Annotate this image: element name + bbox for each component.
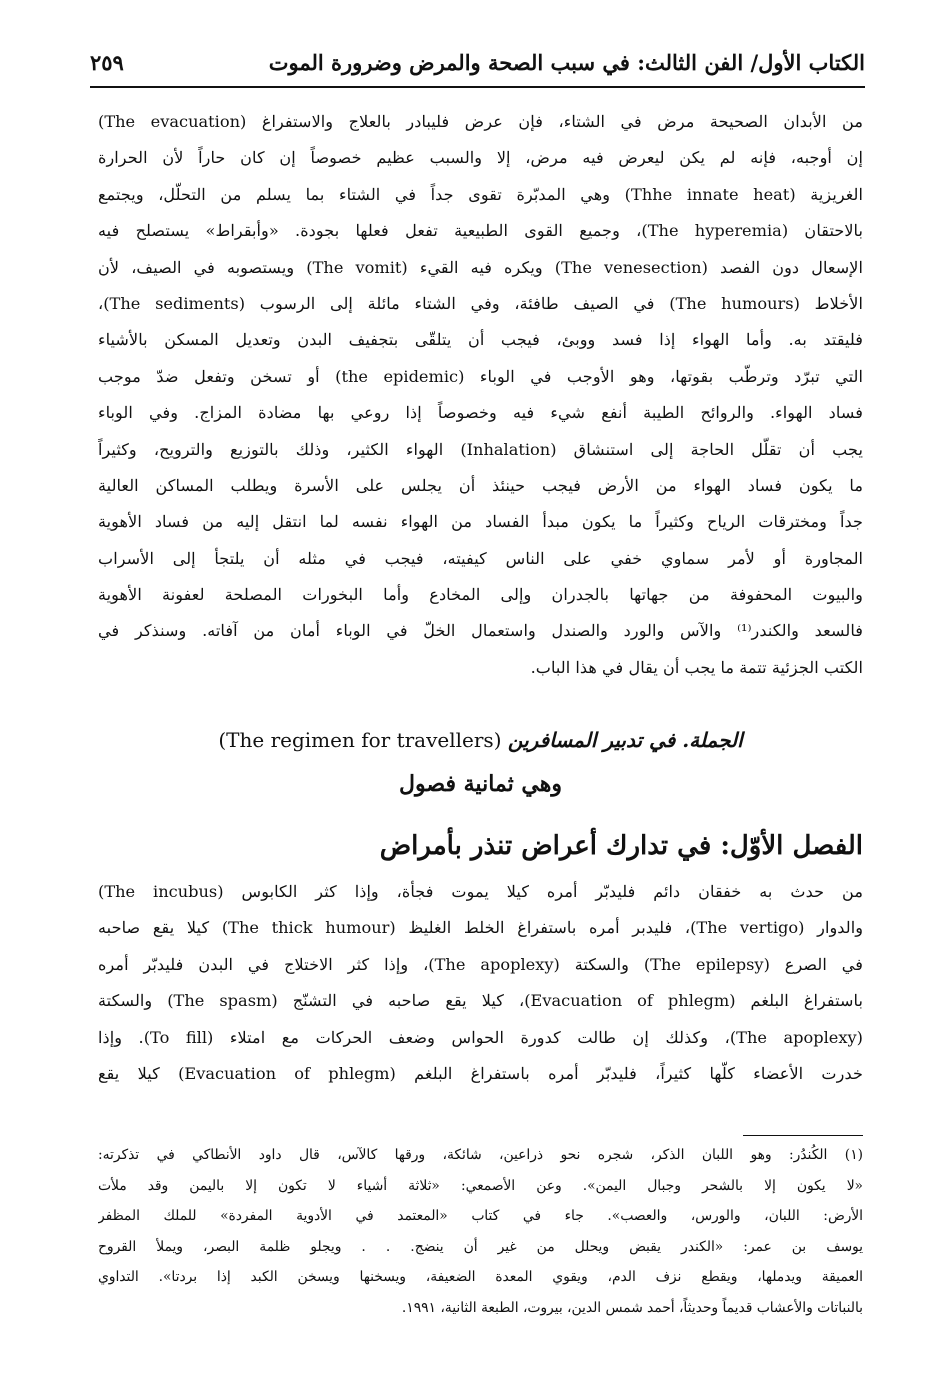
chapter-heading [98, 722, 863, 758]
chapter-subtitle: وهي ثمانية فصول [399, 771, 562, 797]
footnote-line: يوسف بن عمر: «الكندر يقبض ويحلل من غير أن ينضج. . . ويجلو ظلمة البصر، ويملأ القروح [98, 1238, 863, 1255]
text-line: الأخلاط (The humours) في الصيف طافئة، وفي الشتاء مائلة إلى الرسوب (The sediments)، [98, 293, 863, 313]
header-rule [90, 86, 865, 88]
footnote-line: «لا يكون إلا بالشحر وجبال اليمن». وعن الأصمعي: «ثلاثة أشياء لا تكون إلا باليمن وقد ملأت [98, 1177, 863, 1194]
text-line: من الأبدان الصحيحة مرض في الشتاء، فإن عرض فليبادر بالعلاج والاستفراغ (The evacuation) [98, 112, 863, 131]
footnote-line: (١) الكُندُر: وهو اللبان الذكر، شجره نحو ذراعين، شائكة، ورقها كالآس، قال داود الأنطاكي في تذكرته: [98, 1147, 863, 1163]
text-line: والبيوت المحفوفة من جهاتها بالجدران وإلى المخادع وأما البخورات المصلحة لعفونة الأهوية [98, 585, 863, 605]
page-number: ٢٥٩ [90, 49, 124, 75]
running-header-title: الكتاب الأول/ الفن الثالث: في سبب الصحة والمرض وضرورة الموت [268, 49, 865, 75]
chapter-title-arabic: الجملة. في تدبير المسافرين [507, 728, 743, 752]
text-line: المجاورة أو لأمر سماوي خفي على الناس كيفيته، فيجب في مثله أن يلتجأ إلى الأسراب [98, 548, 863, 568]
footnote [98, 1140, 863, 1324]
chapter-title-english: (The regimen for travellers) [218, 728, 502, 752]
text-line: في الصرع (The epilepsy) والسكتة (The apoplexy)، وإذا كثر الاختلاج في البدن فليدبّر أمره [98, 954, 863, 974]
text-line: باستفراغ البلغم (Evacuation of phlegm)، كيلا يقع صاحبه في التشنّج (The spasm) والسكتة [98, 991, 863, 1011]
text-line: خدرت الأعضاء كلّها كثيراً، فليدبّر أمره باستفراغ البلغم (Evacuation of phlegm) كيلا يقع [98, 1063, 863, 1083]
text-line: ما يكون فساد الهواء من الأرض فيجب حينئذ أن يجلس على الأسرة ويطلب المساكن العالية [98, 475, 863, 495]
text-line: (The apoplexy)، وكذلك إن طالت كدورة الحواس وضعف الحركات مع امتلاء (To fill). وإذا [98, 1027, 863, 1047]
text-line: إن أوجبه، فإنه لم يكن ليعرض فيه مرض، إلا والسبب عظيم خصوصاً إن كان حاراً لأن الحرارة [98, 148, 863, 168]
footnote-line: العميقة ويدملها، ويقطع نزف الدم، ويقوي المعدة الضعيفة، ويسخنها ويسخن الكبد إذا بردتا». التداوي [98, 1269, 863, 1286]
footnote-line: بالنباتات والأعشاب قديماً وحديثاً، أحمد شمس الدين، بيروت، الطبعة الثانية، ١٩٩١. [401, 1299, 863, 1316]
text-line: الغريزية (Thhe innate heat) وهي المدبّرة تقوى جداً في الشتاء بما يسلم من التحلّل، ويجتمع [98, 184, 863, 204]
text-line: الإسعال دون الفصد (The venesection) ويكره فيه القيء (The vomit) ويستصوبه في الصيف، لأن [98, 257, 863, 277]
text-line: جداً ومخترقات الرياح وكثيراً ما يكون مبدأ الفساد من الهواء نفسه لما انتقل إليه من فساد الأهوية [98, 512, 863, 532]
body-paragraph-1 [98, 104, 863, 686]
text-line: الكتب الجزئية تتمة ما يجب أن يقال في هذا الباب. [530, 657, 863, 677]
text-line: فليقتد به. وأما الهواء إذا فسد ووبئ، فيجب أن يتلقّى بتجفيف البدن وتعديل المسكن بالأشياء [98, 330, 863, 350]
running-header [90, 44, 865, 80]
text-line: من حدث به خفقان دائم فليدبّر أمره كيلا يموت فجأة، وإذا كثر الكابوس (The incubus) [98, 882, 863, 901]
footnote-line: الأرض: اللبان، والورس، والعصب». جاء في كتاب «المعتمد في الأدوية المفردة» للملك المظفر [98, 1208, 863, 1225]
text-line: والدوار (The vertigo)، فليدبر أمره باستفراغ الخلط الغليظ (The thick humour) كيلا يقع صاحبه [98, 918, 863, 938]
footnote-separator [743, 1135, 863, 1136]
text-line: فالسعد والكندر⁽¹⁾ والآس والورد والصندل واستعمال الخلّ في الوباء أمان من آفاته. وسنذكر في [98, 621, 863, 641]
section-heading: الفصل الأوّل: في تدارك أعراض تنذر بأمراض [379, 831, 863, 861]
text-line: بالاحتقان (The hyperemia)، وجميع القوى الطبيعية تفعل فعلها بجودة. «وأبقراط» يستصلح فيه [98, 221, 863, 241]
text-line: يجب أن تقلّل الحاجة إلى استنشاق (Inhalation) الهواء الكثير، وذلك بالتوزيع والترويح، وكثيراً [98, 439, 863, 459]
text-line: التي تبرّد وترطّب بقوتها، وهو الأوجب في الوباء (the epidemic) أو تسخن وتفعل ضدّ موجب [98, 366, 863, 386]
body-paragraph-2 [98, 874, 863, 1092]
text-line: فساد الهواء. والروائح الطيبة أنفع شيء فيه وخصوصاً إذا روعي بها مضادة المزاج. وفي الوباء [98, 403, 863, 423]
